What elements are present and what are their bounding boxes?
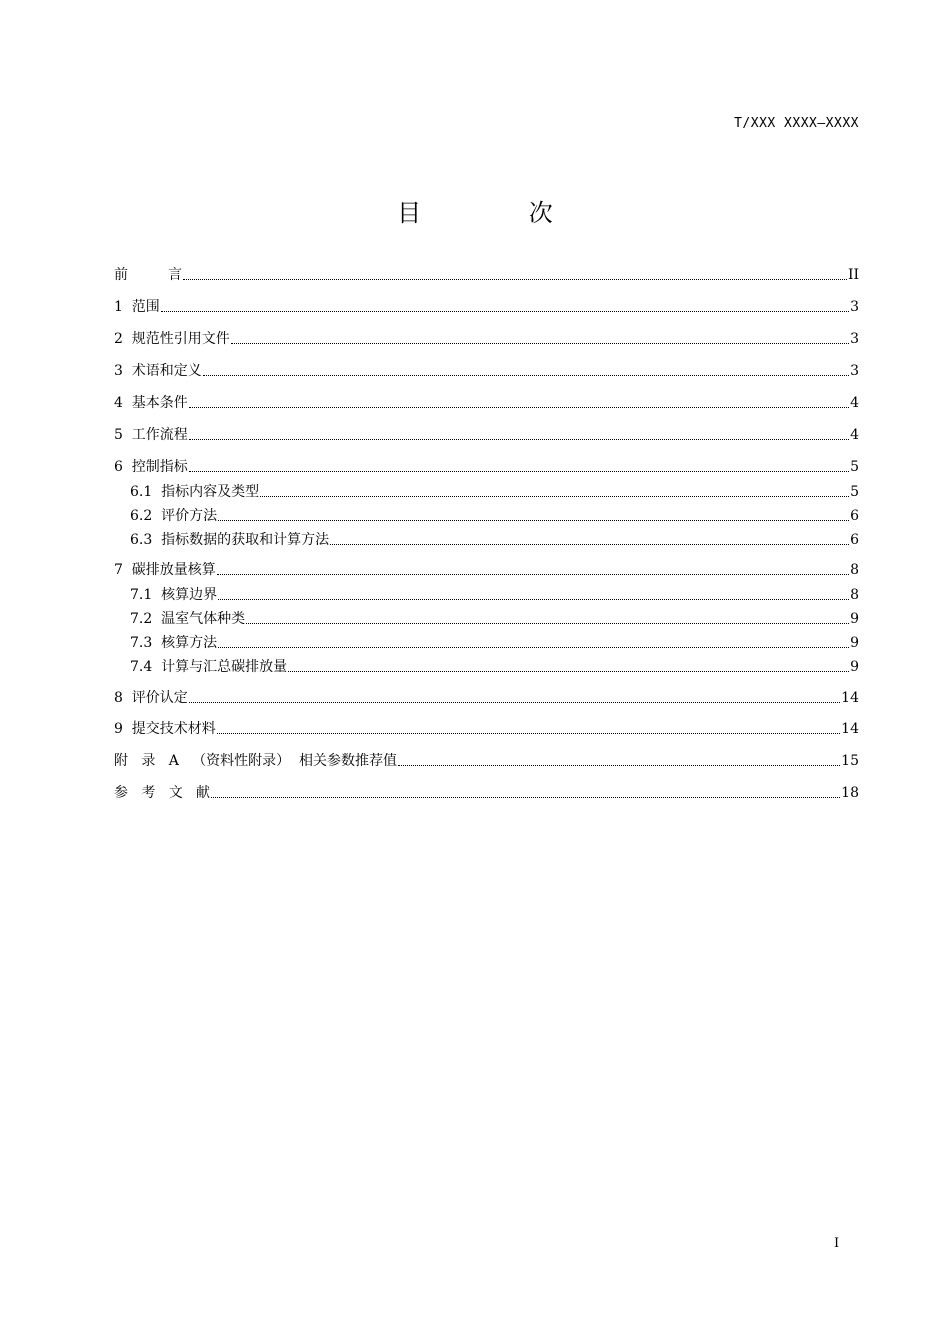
toc-entry-page: 14 xyxy=(841,690,859,706)
toc-entry-label: 6.1 指标内容及类型 xyxy=(130,484,260,500)
toc-leader-dots xyxy=(330,544,849,545)
toc-entry-label: 4 基本条件 xyxy=(114,395,188,411)
toc-entry[interactable] xyxy=(130,634,859,652)
toc-entry-page: 8 xyxy=(850,562,859,578)
toc-entry-label: 6.3 指标数据的获取和计算方法 xyxy=(130,532,330,548)
toc-entry[interactable] xyxy=(130,507,859,525)
toc-entry-label: 3 术语和定义 xyxy=(114,363,202,379)
toc-leader-dots xyxy=(211,797,840,798)
toc-leader-dots xyxy=(288,671,849,672)
toc-leader-dots xyxy=(217,733,840,734)
toc-entry-label: 8 评价认定 xyxy=(114,690,188,706)
toc-entry[interactable] xyxy=(114,266,859,284)
toc-entry-label: 7.1 核算边界 xyxy=(130,587,218,603)
toc-entry-page: 5 xyxy=(850,484,859,500)
toc-leader-dots xyxy=(189,439,849,440)
toc-entry-page: 15 xyxy=(841,753,859,769)
toc-entry-page: II xyxy=(847,267,859,283)
toc-leader-dots xyxy=(203,375,849,376)
toc-entry[interactable] xyxy=(114,561,859,579)
toc-entry[interactable] xyxy=(130,531,859,549)
toc-entry-page: 3 xyxy=(850,331,859,347)
toc-leader-dots xyxy=(161,311,849,312)
toc-entry-page: 9 xyxy=(850,635,859,651)
page-number: I xyxy=(834,1236,840,1251)
toc-entry-page: 14 xyxy=(841,721,859,737)
toc-leader-dots xyxy=(189,471,849,472)
toc-leader-dots xyxy=(231,343,849,344)
document-code: T/XXX XXXX—XXXX xyxy=(734,116,859,131)
toc-title: 目 次 xyxy=(397,199,603,227)
toc-entry-label: 6 控制指标 xyxy=(114,459,188,475)
toc-entry-page: 8 xyxy=(850,587,859,603)
toc-entry-label: 前 言 xyxy=(114,267,183,283)
toc-entry-label: 附 录 A （资料性附录） 相关参数推荐值 xyxy=(114,753,398,769)
toc-leader-dots xyxy=(218,599,849,600)
toc-leader-dots xyxy=(398,765,840,766)
toc-leader-dots xyxy=(246,623,849,624)
toc-entry-label: 7 碳排放量核算 xyxy=(114,562,216,578)
toc-entry-page: 18 xyxy=(841,785,859,801)
toc-entry[interactable] xyxy=(114,752,859,770)
toc-entry[interactable] xyxy=(114,394,859,412)
toc-leader-dots xyxy=(260,496,849,497)
toc-entry[interactable] xyxy=(130,658,859,676)
toc-entry-label: 6.2 评价方法 xyxy=(130,508,218,524)
toc-entry-label: 7.2 温室气体种类 xyxy=(130,611,246,627)
toc-entry[interactable] xyxy=(114,330,859,348)
toc-entry[interactable] xyxy=(114,362,859,380)
toc-entry-page: 9 xyxy=(850,659,859,675)
toc-leader-dots xyxy=(218,520,849,521)
toc-entry-page: 3 xyxy=(850,363,859,379)
toc-entry[interactable] xyxy=(114,720,859,738)
toc-entry[interactable] xyxy=(114,784,859,802)
toc-leader-dots xyxy=(189,407,849,408)
toc-leader-dots xyxy=(218,647,849,648)
toc-entry-page: 3 xyxy=(850,299,859,315)
toc-entry-page: 6 xyxy=(850,532,859,548)
toc-leader-dots xyxy=(217,574,849,575)
toc-entry-label: 5 工作流程 xyxy=(114,427,188,443)
toc-entry-label: 9 提交技术材料 xyxy=(114,721,216,737)
toc-leader-dots xyxy=(189,702,840,703)
toc-leader-dots xyxy=(183,279,847,280)
toc-entry-label: 1 范围 xyxy=(114,299,160,315)
toc-entry-page: 4 xyxy=(850,427,859,443)
toc-entry[interactable] xyxy=(114,458,859,476)
toc-entry[interactable] xyxy=(130,610,859,628)
toc-entry-page: 5 xyxy=(850,459,859,475)
toc-entry[interactable] xyxy=(114,298,859,316)
toc-entry-label: 参 考 文 献 xyxy=(114,785,211,801)
toc-entry[interactable] xyxy=(114,689,859,707)
toc-entry[interactable] xyxy=(114,426,859,444)
toc-entry-page: 9 xyxy=(850,611,859,627)
toc-entry[interactable] xyxy=(130,586,859,604)
toc-entry-label: 2 规范性引用文件 xyxy=(114,331,230,347)
toc-entry-label: 7.3 核算方法 xyxy=(130,635,218,651)
toc-entry[interactable] xyxy=(130,483,859,501)
toc-entry-page: 4 xyxy=(850,395,859,411)
toc-entry-label: 7.4 计算与汇总碳排放量 xyxy=(130,659,288,675)
toc-entry-page: 6 xyxy=(850,508,859,524)
